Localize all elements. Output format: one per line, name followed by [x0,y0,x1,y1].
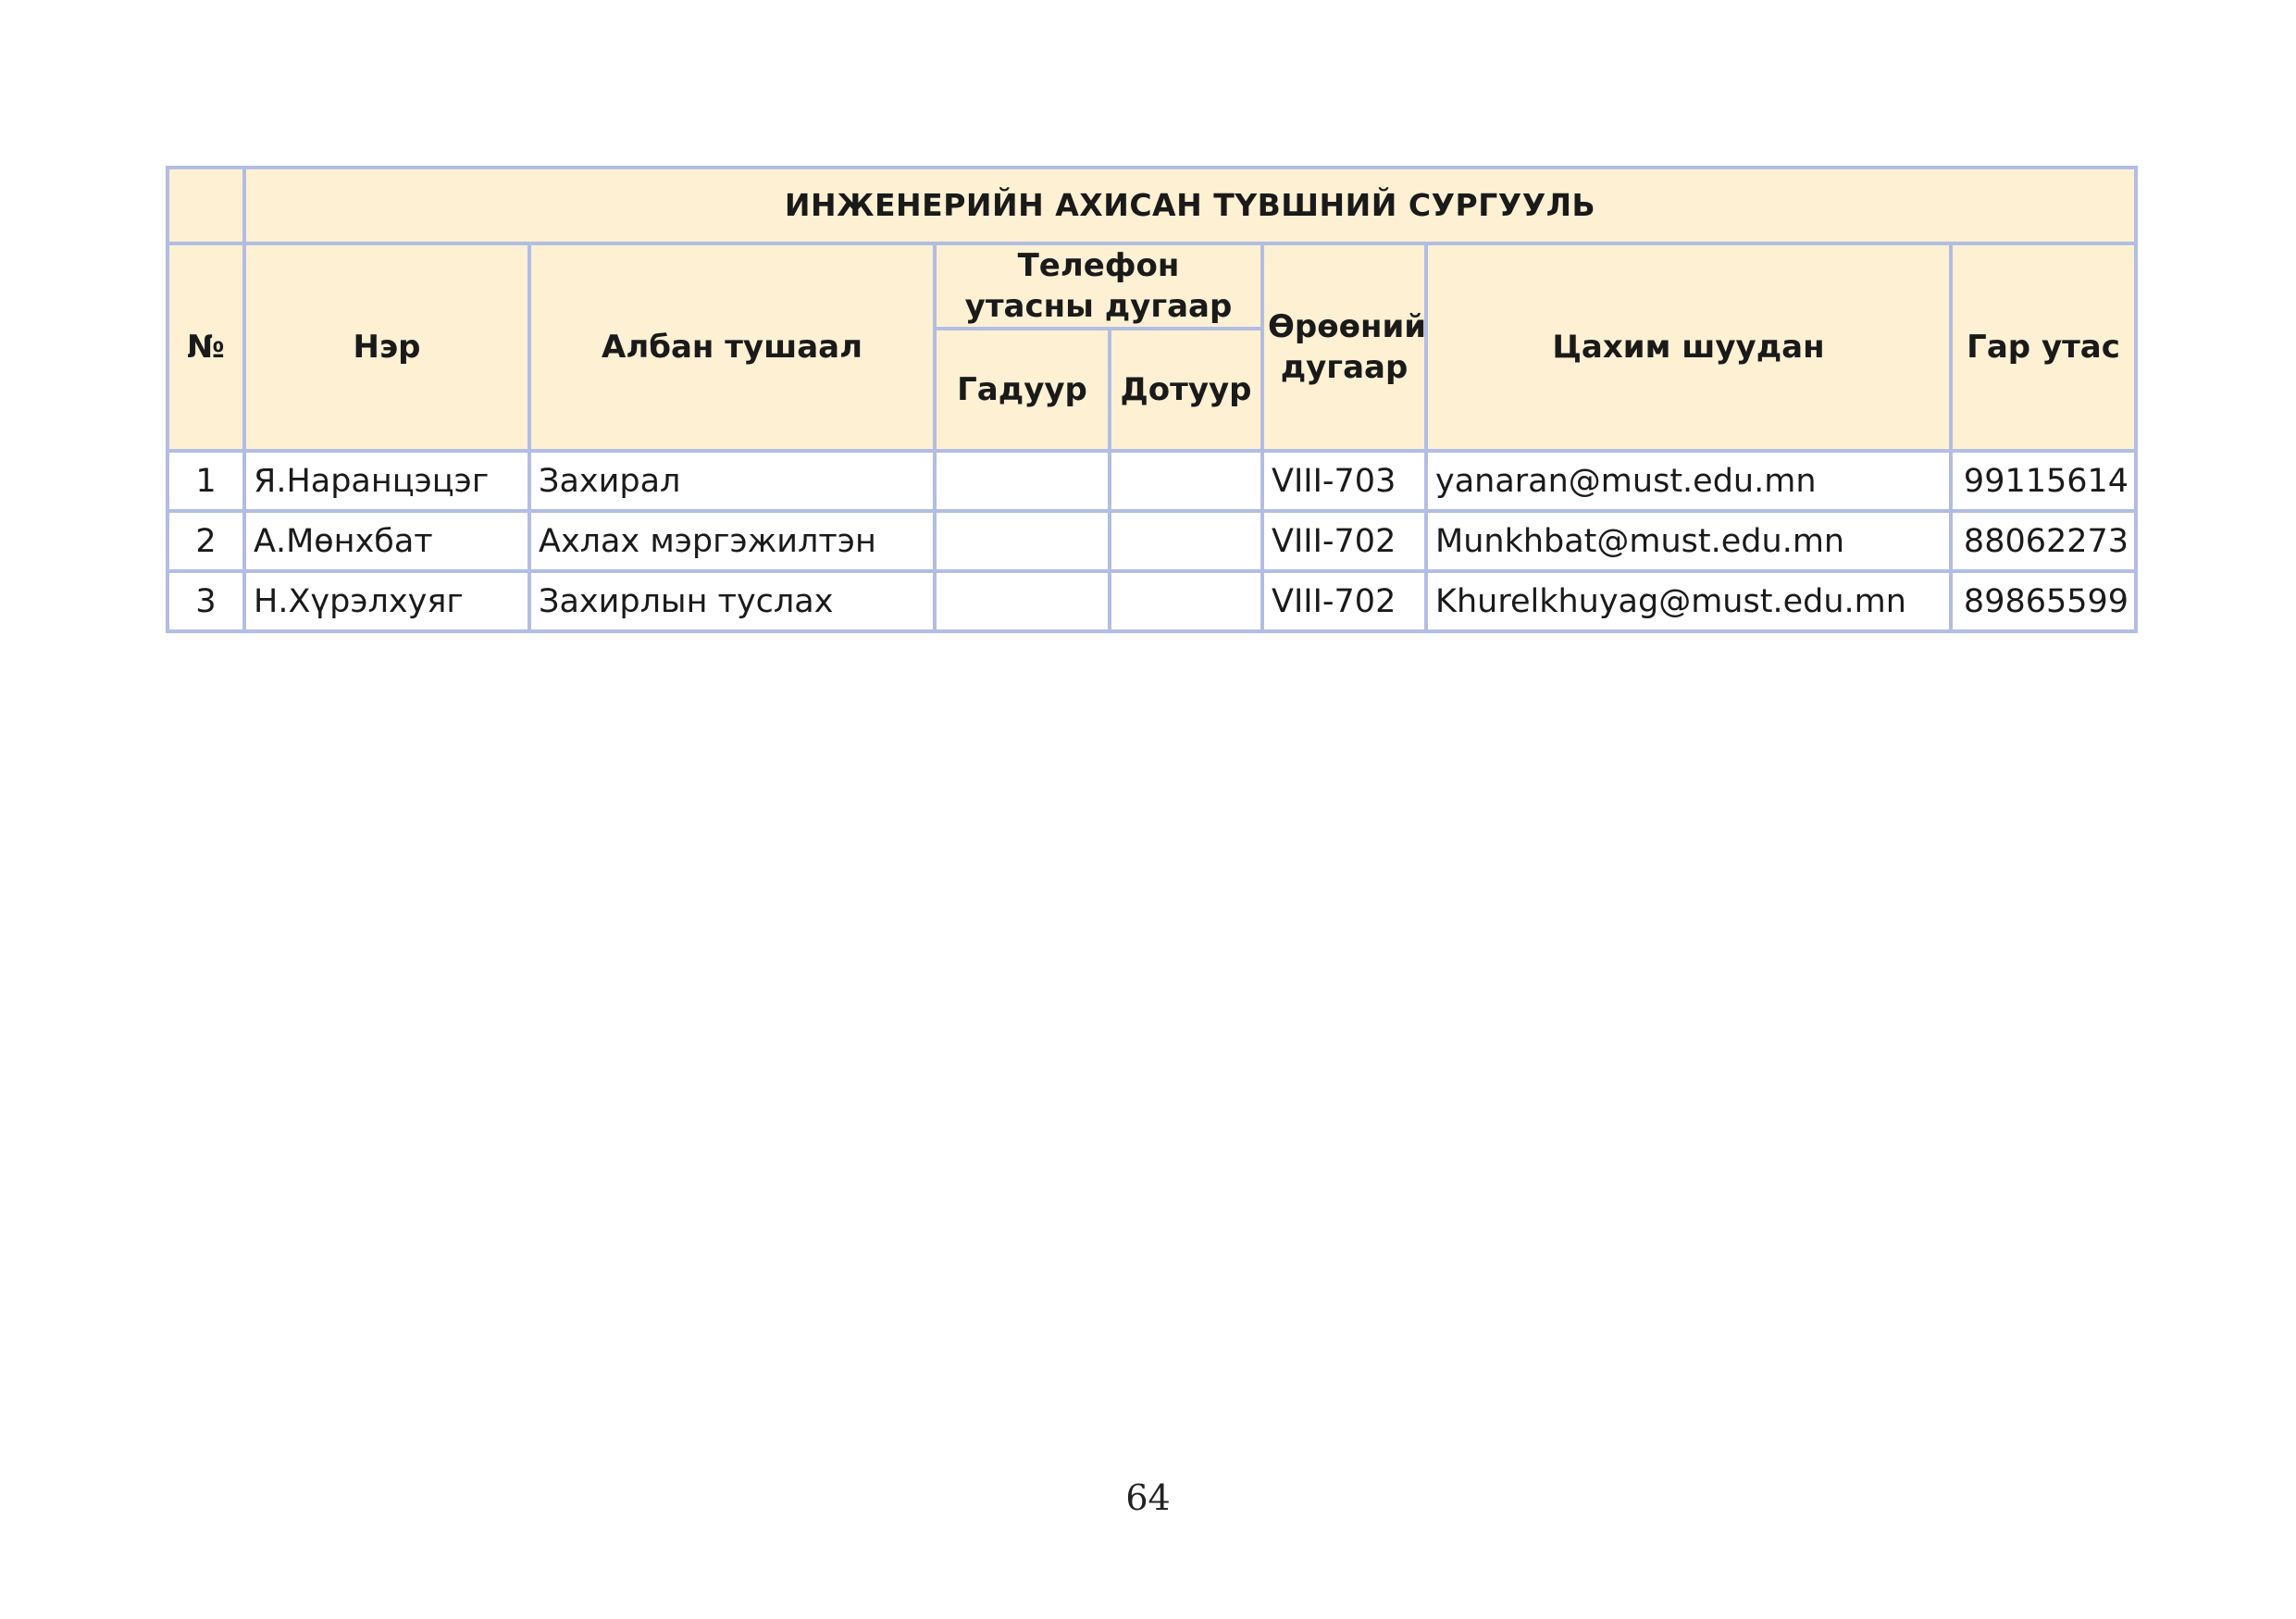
header-position: Албан тушаал [529,243,935,451]
header-phone-group: Телефон утасны дугаар [935,243,1262,329]
cell-name: Н.Хүрэлхуяг [244,571,529,631]
cell-email: Munkhbat@must.edu.mn [1426,511,1951,571]
cell-mobile: 89865599 [1951,571,2136,631]
cell-phone-external [935,451,1110,511]
cell-position: Захирлын туслах [529,571,935,631]
header-phone-external: Гадуур [935,329,1110,451]
title-blank-cell [168,168,244,243]
header-phone-internal: Дотуур [1110,329,1262,451]
cell-number: 1 [168,451,244,511]
cell-mobile: 99115614 [1951,451,2136,511]
cell-mobile: 88062273 [1951,511,2136,571]
cell-name: Я.Наранцэцэг [244,451,529,511]
cell-number: 2 [168,511,244,571]
cell-room: VIII-702 [1262,511,1426,571]
cell-position: Захирал [529,451,935,511]
cell-room: VIII-703 [1262,451,1426,511]
header-email: Цахим шуудан [1426,243,1951,451]
cell-room: VIII-702 [1262,571,1426,631]
cell-phone-internal [1110,451,1262,511]
cell-name: А.Мөнхбат [244,511,529,571]
cell-phone-external [935,571,1110,631]
header-mobile: Гар утас [1951,243,2136,451]
cell-phone-internal [1110,511,1262,571]
cell-number: 3 [168,571,244,631]
cell-phone-internal [1110,571,1262,631]
cell-position: Ахлах мэргэжилтэн [529,511,935,571]
table-row [168,571,2136,631]
header-number: № [168,243,244,451]
table-title: ИНЖЕНЕРИЙН АХИСАН ТҮВШНИЙ СУРГУУЛЬ [244,168,2136,243]
table-row [168,451,2136,511]
header-row-top [168,243,2136,329]
cell-email: Khurelkhuyag@must.edu.mn [1426,571,1951,631]
cell-phone-external [935,511,1110,571]
header-name: Нэр [244,243,529,451]
cell-email: yanaran@must.edu.mn [1426,451,1951,511]
header-room: Өрөөний дугаар [1262,243,1426,451]
table-title-row [168,168,2136,243]
staff-contact-table [166,166,2138,633]
page-number: 64 [1125,1477,1171,1518]
table-row [168,511,2136,571]
